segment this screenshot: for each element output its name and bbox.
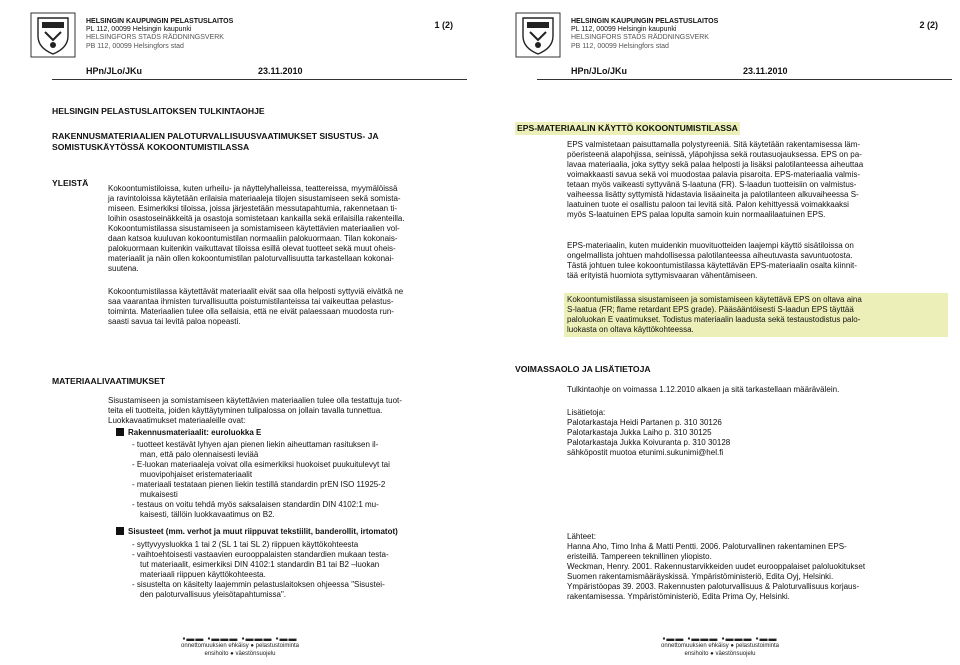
list-item: muovipohjaiset eristemateriaalit — [140, 470, 253, 479]
text-line: saa vaarantaa ihmisten turvallisuutta poistumistilanteissa tai vaikeuttaa pelastus- — [108, 297, 394, 306]
text-line: voimakkaasti savua sekä voi muodostaa palavia pisaroita. EPS-materiaalia valmis- — [567, 170, 861, 179]
text-line: loihin osastoseinäkkeitä ja osastoja somistetaan kankailla sekä erilaisilla rakenteilla. — [108, 214, 405, 223]
text-line: Kokoontumistilassa sisustamiseen ja somistamiseen käytettävä EPS on oltava aina — [567, 295, 862, 304]
text-line: Kokoontumistilassa käytettävät materiaalit eivät saa olla helposti syttyviä eivätkä ne — [108, 287, 404, 296]
page-footer — [155, 636, 325, 658]
reference-code: HPn/JLo/JKu — [571, 66, 628, 76]
text-line: S-laatua (FR; flame retardant EPS grade). Pääsääntöisesti S-laadun EPS täyttää — [567, 305, 854, 314]
text-line: Kokoontumistiloissa, kuten urheilu- ja näyttelyhalleissa, teattereissa, myymälöissä — [108, 184, 398, 193]
list-item: - testaus on voitu tehdä myös saksalaisen standardin DIN 4102:1 mu- — [132, 500, 379, 509]
text-line: Hanna Aho, Timo Inha & Matti Pentti. 2006. Paloturvallinen rakentaminen EPS- — [567, 542, 847, 551]
bullet-label: Rakennusmateriaalit: euroluokka E — [128, 428, 262, 437]
list-item: - vaihtoehtoisesti vastaavien eurooppalaisten standardien mukaan testa- — [132, 550, 389, 559]
subtitle-line-2: SOMISTUSKÄYTÖSSÄ KOKOONTUMISTILASSA — [52, 142, 250, 152]
text-line: saasti savua tai levitä paloa nopeasti. — [108, 317, 241, 326]
helsinki-rescue-crest-logo — [30, 12, 76, 58]
eps-paragraph-2 — [567, 241, 947, 281]
text-line: Suomen rakentamismääräyskissä. Ympäristöministeriö, Edita Oyj, Helsinki. — [567, 572, 834, 581]
furnishings-list — [132, 540, 462, 600]
org-name-sv: HELSINGFORS STADS RÄDDNINGSVERK — [86, 34, 224, 42]
eps-highlighted-requirement — [564, 293, 948, 337]
document-date: 23.11.2010 — [258, 66, 303, 76]
page-footer — [635, 636, 805, 658]
contact-info — [567, 408, 947, 458]
text-line: materiaalit ja näin ollen kokoontumistilan paloturvallisuutta tarkastellaan kokonai- — [108, 254, 394, 263]
text-line: myös S-laatuinen EPS palaa lopulta samoin kuin normaalilaatuinen EPS. — [567, 210, 826, 219]
validity-text: Tulkintaohje on voimassa 1.12.2010 alkaen ja sitä tarkastellaan määrävälein. — [567, 385, 840, 394]
text-line: tetaan myös vaikeasti syttyvänä S-laatuna (FR). S-laadun tuotteisiin on valmistus- — [567, 180, 857, 189]
list-item: - syttyvyysluokka 1 tai 2 (SL 1 tai SL 2) riippuen käyttökohteesta — [132, 540, 359, 549]
header-divider — [537, 79, 952, 80]
document-title: HELSINGIN PELASTUSLAITOKSEN TULKINTAOHJE — [52, 106, 265, 116]
text-line: laatuinen tuote ei osallistu paloon tai levitä sitä. Palon kehittyessä voimakkaaksi — [567, 200, 849, 209]
document-page-2 — [485, 0, 960, 665]
list-item: - E-luokan materiaaleja voivat olla esimerkiksi huokoiset puukuitulevyt tai — [132, 460, 390, 469]
subtitle-line-1: RAKENNUSMATERIAALIEN PALOTURVALLISUUSVAATIMUKSET SISUSTUS- JA — [52, 131, 379, 141]
letterhead — [86, 18, 233, 51]
address-fi: PL 112, 00099 Helsingin kaupunki — [571, 26, 677, 34]
section-heading-yleista: YLEISTÄ — [52, 178, 89, 188]
text-line: sähköpostit muotoa etunimi.sukunimi@hel.fi — [567, 448, 724, 457]
footer-line-2: ensihoito ● väestönsuojelu — [684, 651, 756, 657]
text-line: daan katsoa kuuluvan kokoontumistilan normaaliin palokuormaan. Tilan kokonais- — [108, 234, 398, 243]
footer-line-2: ensihoito ● väestönsuojelu — [204, 651, 276, 657]
text-line: palokuormaan kuitenkin vaikuttavat tiloissa esillä olevat tuotteet sekä muut oheis- — [108, 244, 396, 253]
text-line: miseen. Esimerkiksi tiloissa, joissa järjestetään messutapahtumia, rakennetaan ti- — [108, 204, 398, 213]
helsinki-rescue-crest-logo — [515, 12, 561, 58]
text-line: Weckman, Henry. 2001. Rakennustarvikkeiden uudet eurooppalaiset paloluokitukset — [567, 562, 866, 571]
list-item: mukaisesti — [140, 490, 178, 499]
list-item: man, että palo olennaisesti leviää — [140, 450, 259, 459]
org-name-fi: HELSINGIN KAUPUNGIN PELASTUSLAITOS — [86, 18, 234, 25]
org-name-sv: HELSINGFORS STADS RÄDDNINGSVERK — [571, 34, 709, 42]
text-line: ja ravintoloissa käytetään erilaisia materiaaleja tilojen sisustamiseen sekä somista- — [108, 194, 401, 203]
text-line: EPS-materiaalin, kuten muidenkin muovituotteiden laajempi käyttö sisätiloissa on — [567, 241, 854, 250]
text-line: Lähteet: — [567, 532, 596, 541]
address-sv: PB 112, 00099 Helsingfors stad — [571, 42, 669, 50]
text-line: eristeillä. Tampereen teknillinen yliopisto. — [567, 552, 712, 561]
text-line: Sisustamiseen ja somistamiseen käytettävien materiaalien tulee olla testattuja tuot- — [108, 396, 402, 405]
materials-intro — [108, 396, 458, 426]
reference-code: HPn/JLo/JKu — [86, 66, 143, 76]
list-item: - materiaali testataan pienen liekin testillä standardin prEN ISO 11925-2 — [132, 480, 386, 489]
org-name-fi: HELSINGIN KAUPUNGIN PELASTUSLAITOS — [571, 18, 719, 25]
address-sv: PB 112, 00099 Helsingfors stad — [86, 42, 184, 50]
footer-line-1: onnettomuuksien ehkäisy ● pelastustoiminta — [180, 643, 300, 649]
footer-line-1: onnettomuuksien ehkäisy ● pelastustoiminta — [660, 643, 780, 649]
section-heading-voimassaolo: VOIMASSAOLO JA LISÄTIETOJA — [515, 364, 651, 374]
eps-paragraph-1 — [567, 140, 947, 220]
list-item: tut materiaalit, esimerkiksi DIN 4102:1 standardin B1 tai B2 –luokan — [140, 560, 380, 569]
text-line: EPS valmistetaan paisuttamalla polystyreeniä. Sitä käytetään rakentamisessa läm- — [567, 140, 861, 149]
document-page-1 — [0, 0, 475, 665]
text-line: lavaa materiaalia, joka syttyy sekä palaa helposti ja lisäksi palotilanteessa aiheuttaa — [567, 160, 864, 169]
square-bullet-icon — [116, 428, 124, 436]
yleista-paragraph-1 — [108, 184, 458, 274]
building-materials-list — [132, 440, 462, 520]
text-line: Palotarkastaja Jukka Koivuranta p. 310 30128 — [567, 438, 731, 447]
text-line: suutena. — [108, 264, 139, 273]
page-number: 2 (2) — [919, 20, 938, 30]
text-line: Ympäristöopas 39. 2003. Rakennusten paloturvallisuus & Paloturvallisuus korjaus- — [567, 582, 860, 591]
document-date: 23.11.2010 — [743, 66, 788, 76]
text-line: Palotarkastaja Jukka Laiho p. 310 30125 — [567, 428, 712, 437]
header-divider — [52, 79, 467, 80]
text-line: paloluokan E vaatimukset. Todistus materiaalin laadusta sekä testaustodistus palo- — [567, 315, 861, 324]
section-heading-eps: EPS-MATERIAALIN KÄYTTÖ KOKOONTUMISTILASSA — [517, 123, 738, 133]
address-fi: PL 112, 00099 Helsingin kaupunki — [86, 26, 192, 34]
list-item: - sisustelta on käsitelty laajemmin pelastuslaitoksen ohjeessa "Sisustei- — [132, 580, 385, 589]
list-item: - tuotteet kestävät lyhyen ajan pienen liekin aiheuttaman rasituksen il- — [132, 440, 379, 449]
page-number: 1 (2) — [434, 20, 453, 30]
list-item: kaisesti, tällöin luokkavaatimus on B2. — [140, 510, 275, 519]
text-line: Luokkavaatimukset materiaaleille ovat: — [108, 416, 246, 425]
footer-dashes: ▪▬▬ ▪▬▬▬ ▪▬▬▬ ▪▬▬ — [662, 634, 778, 643]
text-line: Tästä johtuen tulee kokoontumistilassa käytettävän EPS-materiaalin osalta kiinnit- — [567, 261, 857, 270]
text-line: teita eli tuotteita, joiden käyttäytyminen tulipalossa on jollain tavalla tunnettua. — [108, 406, 383, 415]
text-line: Palotarkastaja Heidi Partanen p. 310 30126 — [567, 418, 722, 427]
text-line: rakentamisessa. Ympäristöministeriö, Edita Prima Oy, Helsinki. — [567, 592, 790, 601]
list-item: den paloturvallisuus yleisötapahtumissa". — [140, 590, 287, 599]
text-line: Kokoontumistilassa sisustamiseen ja somistamiseen käytettävien materiaalien vol- — [108, 224, 400, 233]
text-line: ongelmallista johtuen mahdollisessa palotilanteessa aiheutuvasta savuntuotosta. — [567, 251, 853, 260]
square-bullet-icon — [116, 527, 124, 535]
footer-dashes: ▪▬▬ ▪▬▬▬ ▪▬▬▬ ▪▬▬ — [182, 634, 298, 643]
references-list — [567, 532, 947, 602]
bullet-label: Sisusteet (mm. verhot ja muut riippuvat tekstiilit, banderollit, irtomatot) — [128, 527, 398, 536]
furnishings-heading — [116, 527, 398, 537]
text-line: Lisätietoja: — [567, 408, 606, 417]
text-line: luokasta on oltava käyttökohteessa. — [567, 325, 694, 334]
letterhead — [571, 18, 718, 51]
list-item: materiaali riippuen käyttökohteesta. — [140, 570, 266, 579]
text-line: pöeristeenä alapohjissa, seinissä, yläpohjissa sekä routasuojauksessa. EPS on pa- — [567, 150, 862, 159]
text-line: tää erityistä huomiota syttymisvaaran vähentämiseen. — [567, 271, 758, 280]
section-heading-materiaalivaatimukset: MATERIAALIVAATIMUKSET — [52, 376, 166, 386]
building-materials-heading — [116, 428, 261, 438]
text-line: vaiheessa lisätty syttymistä hidastavia lisäaineita ja palotilanteen alkuvaiheessa S- — [567, 190, 859, 199]
text-line: toiminta. Materiaalien tulee olla sellaisia, että ne eivät palaessaan muodosta run- — [108, 307, 394, 316]
yleista-paragraph-2 — [108, 287, 458, 327]
